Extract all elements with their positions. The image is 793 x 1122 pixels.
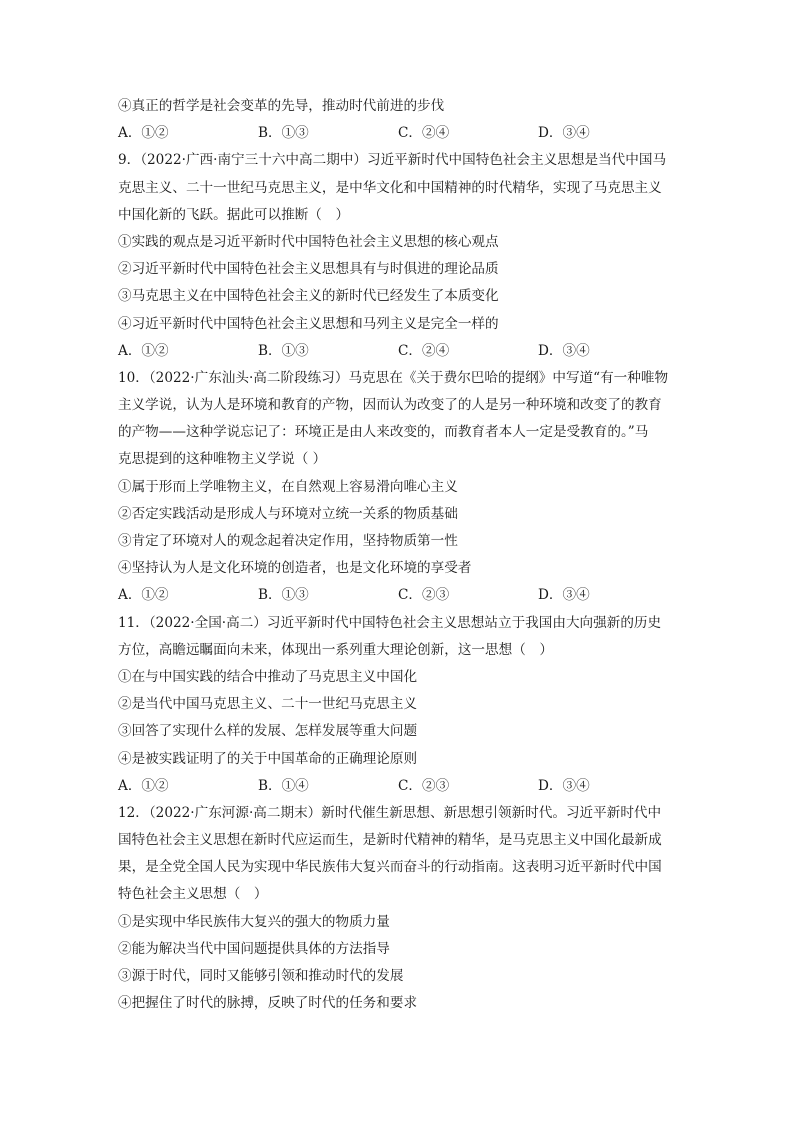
statement: ②是当代中国马克思主义、二十一世纪马克思主义 xyxy=(118,696,418,713)
statement: ④把握住了时代的脉搏，反映了时代的任务和要求 xyxy=(118,995,418,1012)
option-b: B．①③ xyxy=(258,342,309,359)
statement: ①实践的观点是习近平新时代中国特色社会主义思想的核心观点 xyxy=(118,233,499,250)
option-a: A．①② xyxy=(118,777,169,794)
question-stem-line: 克思提到的这种唯物主义学说（ ） xyxy=(118,451,327,468)
option-c: C．②③ xyxy=(398,777,450,794)
statement: ③回答了实现什么样的发展、怎样发展等重大问题 xyxy=(118,723,418,740)
option-d: D．③④ xyxy=(538,342,590,359)
statement: ②习近平新时代中国特色社会主义思想具有与时俱进的理论品质 xyxy=(118,261,499,278)
question-stem-line: 中国化新的飞跃。据此可以推断（ ） xyxy=(118,206,350,223)
exam-page xyxy=(118,93,678,1017)
answer-options xyxy=(118,773,678,800)
answer-options xyxy=(118,582,678,609)
question-stem-line: 11．（2022·全国·高二）习近平新时代中国特色社会主义思想站立于我国由大向强新的历史 xyxy=(118,614,662,631)
question-stem-line: 特色社会主义思想（ ） xyxy=(118,886,268,903)
option-a: A．①② xyxy=(118,125,169,142)
question-stem-line: 的产物——这种学说忘记了：环境正是由人来改变的，而教育者本人一定是受教育的。”马 xyxy=(118,424,649,441)
question-stem-line: 10．（2022·广东汕头·高二阶段练习）马克思在《关于费尔巴哈的提纲》中写道“有一种唯物 xyxy=(118,369,669,386)
question-8-tail xyxy=(118,93,678,147)
question-stem-line: 克思主义、二十一世纪马克思主义，是中华文化和中国精神的时代精华，实现了马克思主义 xyxy=(118,179,662,196)
statement: ④习近平新时代中国特色社会主义思想和马列主义是完全一样的 xyxy=(118,315,499,332)
statement: ②否定实践活动是形成人与环境对立统一关系的物质基础 xyxy=(118,505,458,522)
statement: ④坚持认为人是文化环境的创造者，也是文化环境的享受者 xyxy=(118,560,472,577)
option-d: D．③④ xyxy=(538,587,590,604)
option-d: D．③④ xyxy=(538,125,590,142)
question-12 xyxy=(118,800,678,1018)
statement: ②能为解决当代中国问题提供具体的方法指导 xyxy=(118,940,390,957)
option-b: B．①④ xyxy=(258,777,309,794)
option-a: A．①② xyxy=(118,342,169,359)
statement: ③肯定了环境对人的观念起着决定作用，坚持物质第一性 xyxy=(118,533,458,549)
answer-options xyxy=(118,338,678,365)
statement: ③马克思主义在中国特色社会主义的新时代已经发生了本质变化 xyxy=(118,288,499,305)
question-stem-line: 果，是全党全国人民为实现中华民族伟大复兴而奋斗的行动指南。这表明习近平新时代中国 xyxy=(118,859,662,876)
question-11 xyxy=(118,610,678,800)
question-stem-line: 主义学说，认为人是环境和教育的产物，因而认为改变了的人是另一种环境和改变了的教育 xyxy=(118,397,662,414)
question-stem-line: 9．（2022·广西·南宁三十六中高二期中）习近平新时代中国特色社会主义思想是当代中国马 xyxy=(118,152,667,169)
option-b: B．①③ xyxy=(258,587,309,604)
answer-options xyxy=(118,120,678,147)
question-stem-line: 12．（2022·广东河源·高二期末）新时代催生新思想、新思想引领新时代。习近平新时代中 xyxy=(118,804,662,821)
option-c: C．②③ xyxy=(398,587,450,604)
statement: ④是被实践证明了的关于中国革命的正确理论原则 xyxy=(118,750,418,767)
option-d: D．③④ xyxy=(538,777,590,794)
option-b: B．①③ xyxy=(258,125,309,142)
statement: ①在与中国实践的结合中推动了马克思主义中国化 xyxy=(118,668,418,685)
option-c: C．②④ xyxy=(398,125,450,142)
question-10 xyxy=(118,365,678,610)
statement: ①是实现中华民族伟大复兴的强大的物质力量 xyxy=(118,913,390,930)
statement: ④真正的哲学是社会变革的先导，推动时代前进的步伐 xyxy=(118,98,445,114)
statement: ①属于形而上学唯物主义，在自然观上容易滑向唯心主义 xyxy=(118,478,458,495)
option-c: C．②④ xyxy=(398,342,450,359)
statement: ③源于时代，同时又能够引领和推动时代的发展 xyxy=(118,968,404,984)
question-stem-line: 方位，高瞻远瞩面向未来，体现出一系列重大理论创新，这一思想（ ） xyxy=(118,641,553,658)
question-9 xyxy=(118,147,678,365)
question-stem-line: 国特色社会主义思想在新时代应运而生，是新时代精神的精华，是马克思主义中国化最新成 xyxy=(118,832,662,849)
option-a: A．①② xyxy=(118,587,169,604)
